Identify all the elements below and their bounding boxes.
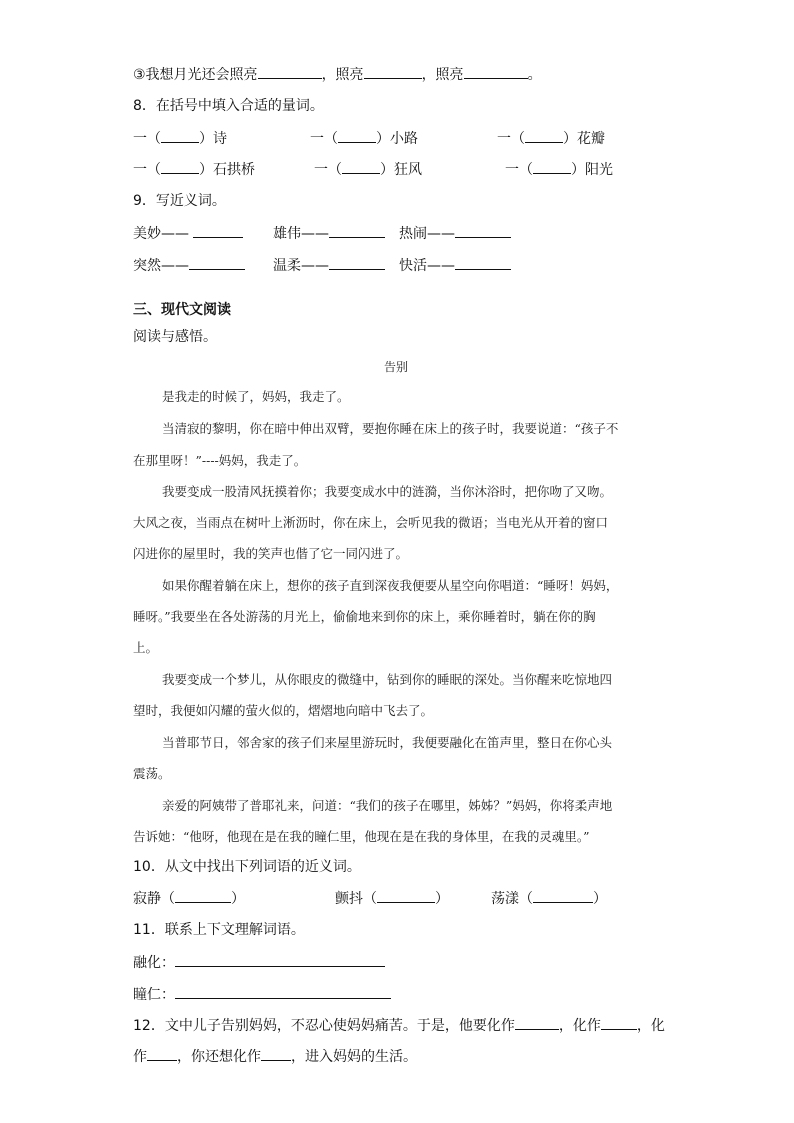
essay-line: 震荡。 bbox=[133, 766, 171, 781]
essay-line: 当普耶节日，邻舍家的孩子们来屋里游玩时，我便要融化在笛声里，整日在你心头 bbox=[162, 735, 613, 750]
answer-blank[interactable] bbox=[175, 984, 391, 999]
answer-blank[interactable] bbox=[161, 128, 199, 143]
essay-line: 我要变成一个梦儿，从你眼皮的微缝中，钻到你的睡眠的深处。当你醒来吃惊地四 bbox=[162, 672, 613, 687]
q8-item: 一（ ）阳光 bbox=[505, 159, 613, 180]
essay-line: 当清寂的黎明，你在暗中伸出双臂，要抱你睡在床上的孩子时，我要说道：“孩子不 bbox=[162, 421, 619, 436]
essay-line: 上。 bbox=[133, 640, 159, 655]
answer-blank[interactable] bbox=[189, 255, 245, 270]
q7-suffix: 。 bbox=[527, 67, 542, 83]
q8-item: 一（ ）花瓣 bbox=[497, 128, 605, 149]
answer-blank[interactable] bbox=[377, 888, 435, 903]
q9-item: 美妙—— bbox=[133, 223, 243, 244]
q8-item: 一（ ）小路 bbox=[310, 128, 418, 149]
answer-blank[interactable] bbox=[147, 1046, 177, 1061]
answer-blank[interactable] bbox=[601, 1015, 637, 1030]
q7-line3 bbox=[133, 64, 542, 85]
answer-blank[interactable] bbox=[193, 223, 243, 238]
answer-blank[interactable] bbox=[175, 888, 231, 903]
answer-blank[interactable] bbox=[261, 1046, 291, 1061]
q11-title: 11．联系上下文理解词语。 bbox=[133, 922, 305, 938]
answer-blank[interactable] bbox=[175, 952, 385, 967]
answer-blank[interactable] bbox=[338, 128, 376, 143]
answer-blank[interactable] bbox=[525, 128, 563, 143]
q9-item: 雄伟—— bbox=[273, 223, 385, 244]
essay-line: 告诉她：“他呀，他现在是在我的瞳仁里，他现在是在我的身体里，在我的灵魂里。” bbox=[133, 829, 590, 844]
essay-line: 是我走的时候了，妈妈，我走了。 bbox=[162, 389, 350, 404]
q7-mid1: ，照亮 bbox=[321, 67, 364, 83]
q12-line1: 12．文中儿子告别妈妈，不忍心使妈妈痛苦。于是，他要化作 ，化作 ，化 bbox=[133, 1015, 665, 1036]
q7-prefix: ③我想月光还会照亮 bbox=[133, 67, 258, 83]
q12-line2: 作 ，你还想化作 ，进入妈妈的生活。 bbox=[133, 1046, 417, 1067]
essay-line: 望时，我便如闪耀的萤火似的，熠熠地向暗中飞去了。 bbox=[133, 703, 434, 718]
answer-blank[interactable] bbox=[329, 223, 385, 238]
q10-title: 10．从文中找出下列词语的近义词。 bbox=[133, 859, 361, 875]
q7-mid2: ，照亮 bbox=[421, 67, 464, 83]
q10-item: 荡漾（ ） bbox=[491, 888, 607, 909]
q11-item: 瞳仁： bbox=[133, 984, 391, 1005]
essay-line: 大风之夜，当雨点在树叶上淅沥时，你在床上，会听见我的微语；当电光从开着的窗口 bbox=[133, 515, 609, 530]
q8-item: 一（ ）狂风 bbox=[314, 159, 422, 180]
answer-blank[interactable] bbox=[258, 64, 322, 79]
answer-blank[interactable] bbox=[364, 64, 422, 79]
q11-item: 融化： bbox=[133, 952, 385, 973]
q9-title: 9．写近义词。 bbox=[133, 193, 226, 209]
q8-title: 8．在括号中填入合适的量词。 bbox=[133, 98, 324, 114]
section-heading: 三、现代文阅读 bbox=[133, 302, 231, 318]
essay-title: 告别 bbox=[384, 360, 409, 374]
answer-blank[interactable] bbox=[342, 159, 380, 174]
answer-blank[interactable] bbox=[329, 255, 385, 270]
q8-item: 一（ ）诗 bbox=[133, 128, 227, 149]
essay-line: 在那里呀！”----妈妈，我走了。 bbox=[133, 453, 307, 468]
essay-line: 如果你醒着躺在床上，想你的孩子直到深夜我便要从星空向你唱道：“睡呀！妈妈， bbox=[162, 578, 619, 593]
q8-item: 一（ ）石拱桥 bbox=[133, 159, 255, 180]
q9-item: 热闹—— bbox=[399, 223, 511, 244]
answer-blank[interactable] bbox=[533, 159, 571, 174]
essay-line: 亲爱的阿姨带了普耶礼来，问道：“我们的孩子在哪里，姊姊？”妈妈，你将柔声地 bbox=[162, 798, 613, 813]
q10-item: 颤抖（ ） bbox=[335, 888, 449, 909]
essay-line: 闪进你的屋里时，我的笑声也偕了它一同闪进了。 bbox=[133, 546, 409, 561]
q9-item: 快活—— bbox=[399, 255, 511, 276]
answer-blank[interactable] bbox=[464, 64, 528, 79]
section-subheading: 阅读与感悟。 bbox=[133, 329, 217, 345]
answer-blank[interactable] bbox=[455, 255, 511, 270]
essay-line: 睡呀。”我要坐在各处游荡的月光上，偷偷地来到你的床上，乘你睡着时，躺在你的胸 bbox=[133, 609, 596, 624]
answer-blank[interactable] bbox=[455, 223, 511, 238]
q9-item: 温柔—— bbox=[273, 255, 385, 276]
answer-blank[interactable] bbox=[161, 159, 199, 174]
q9-item: 突然—— bbox=[133, 255, 245, 276]
answer-blank[interactable] bbox=[533, 888, 593, 903]
answer-blank[interactable] bbox=[515, 1015, 559, 1030]
essay-line: 我要变成一股清风抚摸着你；我要变成水中的涟漪，当你沐浴时，把你吻了又吻。 bbox=[162, 484, 613, 499]
q10-item: 寂静（ ） bbox=[133, 888, 245, 909]
